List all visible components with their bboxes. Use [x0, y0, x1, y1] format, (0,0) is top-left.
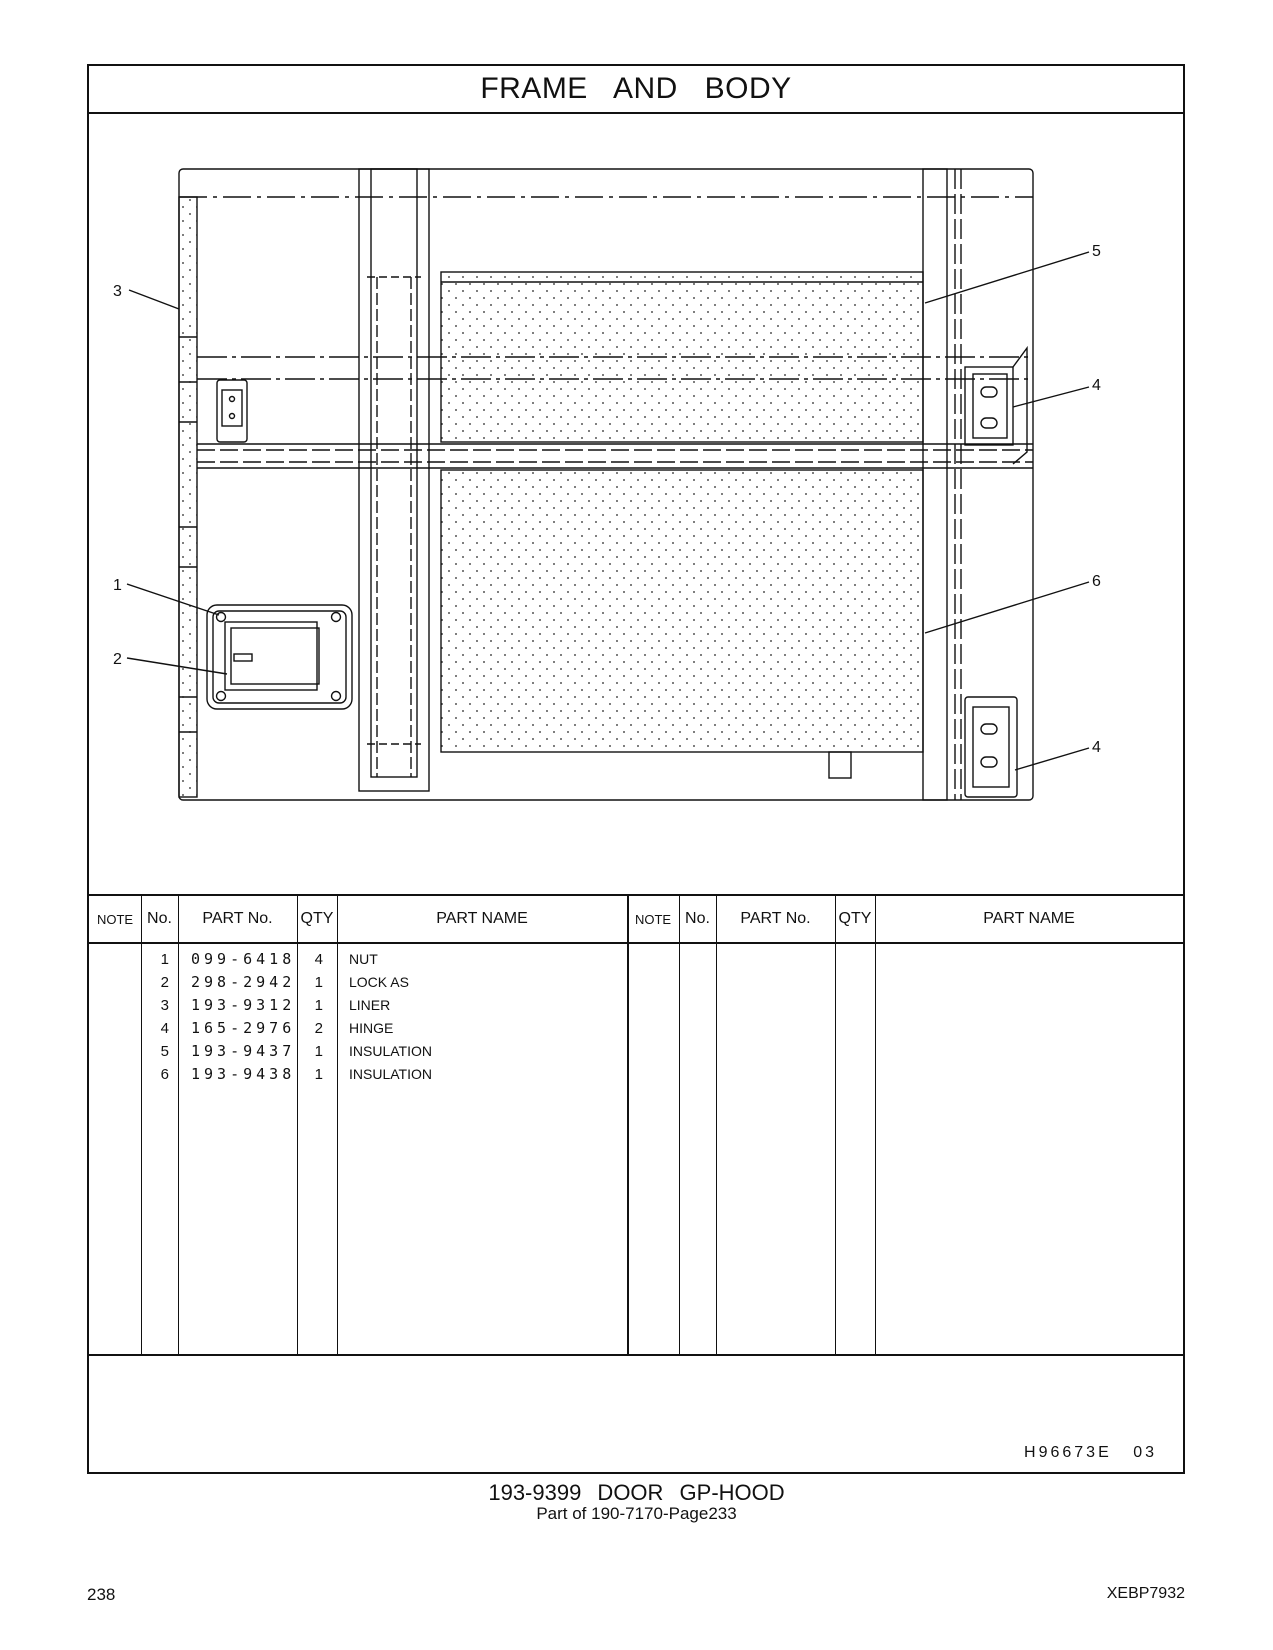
row-number: 1: [160, 951, 169, 968]
quantity: 1: [314, 1066, 323, 1083]
row-number: 5: [160, 1043, 169, 1060]
part-name: LINER: [349, 997, 391, 1013]
header-no: No.: [147, 910, 172, 927]
table-header: [89, 896, 1183, 944]
table-row: [89, 948, 1183, 971]
document-id: XEBP7932: [1106, 1585, 1185, 1602]
row-number: 4: [160, 1020, 169, 1037]
header-qty: QTY: [838, 910, 872, 927]
part-number: 193-9438: [191, 1065, 296, 1083]
header-qty: QTY: [300, 910, 334, 927]
page-number: 238: [87, 1585, 116, 1604]
row-number: 3: [160, 997, 169, 1014]
part-number: 193-9437: [191, 1042, 296, 1060]
illustration-code: H96673E 03: [1024, 1444, 1157, 1461]
quantity: 1: [314, 974, 323, 991]
quantity: 1: [314, 997, 323, 1014]
quantity: 1: [314, 1043, 323, 1060]
part-name: LOCK AS: [349, 974, 409, 990]
part-name: HINGE: [349, 1020, 394, 1036]
callout-label: 4: [1092, 377, 1101, 394]
callout-label: 3: [113, 283, 122, 300]
header-part-no: PART No.: [740, 910, 811, 927]
callout-label: 5: [1092, 243, 1101, 260]
table-row: [89, 1040, 1183, 1063]
callout-label: 1: [113, 577, 122, 594]
part-name: INSULATION: [349, 1043, 432, 1059]
row-number: 2: [160, 974, 169, 991]
table-row: [89, 1063, 1183, 1086]
assembly-title: 193-9399 DOOR GP-HOOD: [488, 1480, 785, 1505]
table-row: [89, 1017, 1183, 1040]
table-row: [89, 994, 1183, 1017]
part-number: 193-9312: [191, 996, 296, 1014]
part-number: 099-6418: [191, 950, 296, 968]
section-header: [89, 66, 1183, 114]
header-note: NOTE: [634, 911, 672, 927]
header-note: NOTE: [96, 911, 134, 927]
callout-label: 2: [113, 651, 122, 668]
part-number: 165-2976: [191, 1019, 296, 1037]
callout-label: 6: [1092, 573, 1101, 590]
table-row: [89, 971, 1183, 994]
header-part-name: PART NAME: [983, 910, 1075, 927]
assembly-reference: Part of 190-7170-Page233: [536, 1504, 737, 1523]
parts-list-table: [89, 894, 1183, 1356]
quantity: 2: [314, 1020, 323, 1037]
section-title: FRAME AND BODY: [480, 72, 792, 105]
callout-label: 4: [1092, 739, 1101, 756]
header-part-name: PART NAME: [436, 910, 528, 927]
header-part-no: PART No.: [202, 910, 273, 927]
part-name: NUT: [349, 951, 378, 967]
parts-illustration: [89, 112, 1183, 894]
part-number: 298-2942: [191, 973, 296, 991]
part-name: INSULATION: [349, 1066, 432, 1082]
page-frame: [87, 64, 1185, 1474]
row-number: 6: [160, 1066, 169, 1083]
quantity: 4: [314, 951, 323, 968]
header-no: No.: [685, 910, 710, 927]
